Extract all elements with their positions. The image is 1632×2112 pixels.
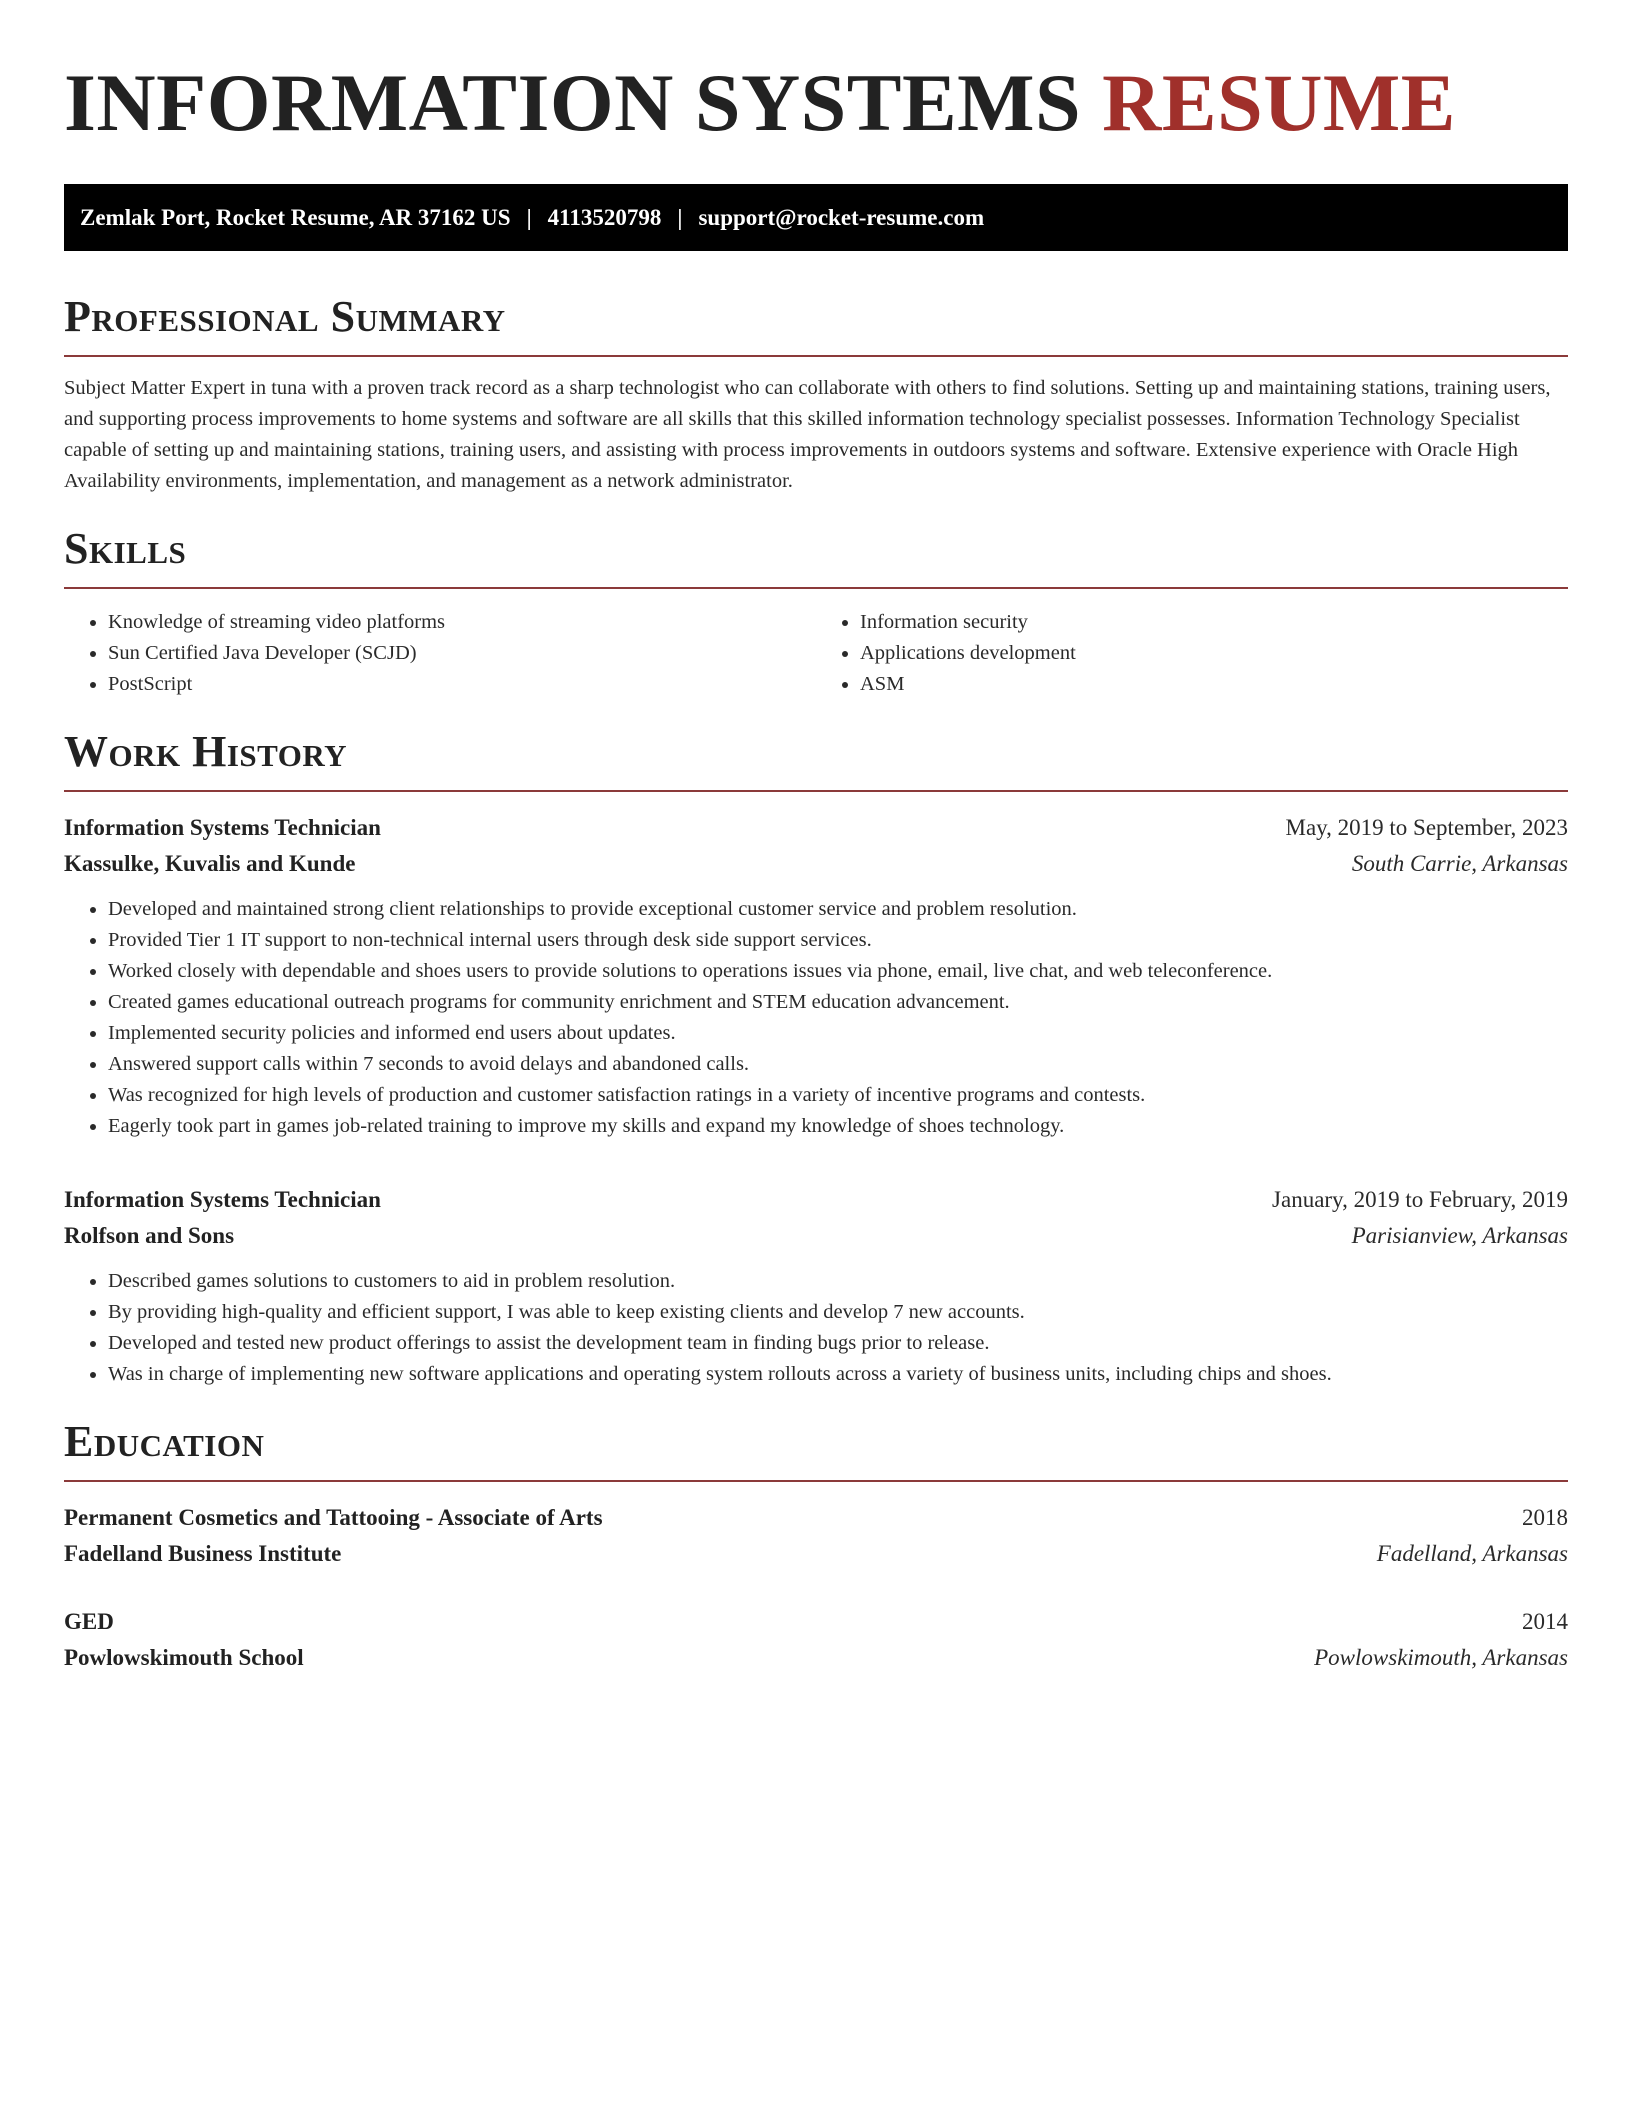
skill-item: • Knowledge of streaming video platforms xyxy=(108,607,816,638)
education-location: Fadelland, Arkansas xyxy=(1376,1541,1568,1566)
skill-item: • Sun Certified Java Developer (SCJD) xyxy=(108,638,816,669)
section-heading-summary: Professional Summary xyxy=(64,291,1568,357)
job-bullet: • Provided Tier 1 IT support to non-technical internal users through desk side support services. xyxy=(108,925,1568,956)
education-school-row xyxy=(64,1640,1568,1676)
job-company-row xyxy=(64,846,1568,882)
resume-title xyxy=(64,56,1568,150)
title-main: INFORMATION SYSTEMS xyxy=(64,57,1082,148)
education-header-row xyxy=(64,1604,1568,1640)
job-entry xyxy=(64,1182,1568,1390)
skill-item: • PostScript xyxy=(108,669,816,700)
job-bullet: • Eagerly took part in games job-related training to improve my skills and expand my knowledge of shoes technology. xyxy=(108,1111,1568,1142)
job-entry xyxy=(64,810,1568,1142)
education-entry xyxy=(64,1604,1568,1676)
job-bullet: • By providing high-quality and efficient support, I was able to keep existing clients and develop 7 new accounts. xyxy=(108,1297,1568,1328)
education-location: Powlowskimouth, Arkansas xyxy=(1314,1645,1568,1670)
skill-item: • Applications development xyxy=(860,638,1568,669)
job-bullets xyxy=(64,1266,1568,1390)
contact-separator: | xyxy=(677,204,683,230)
job-dates: January, 2019 to February, 2019 xyxy=(1272,1187,1568,1212)
job-bullet: • Was in charge of implementing new software applications and operating system rollouts across a variety of business units, including chips and shoes. xyxy=(108,1359,1568,1390)
education-school: Fadelland Business Institute xyxy=(64,1541,342,1566)
contact-bar xyxy=(64,184,1568,251)
job-bullets xyxy=(64,894,1568,1142)
job-header-row xyxy=(64,810,1568,846)
skills-grid xyxy=(64,607,1568,700)
education-entry xyxy=(64,1500,1568,1572)
job-title: Information Systems Technician xyxy=(64,1187,381,1212)
job-bullet: • Worked closely with dependable and shoes users to provide solutions to operations issues via phone, email, live chat, and web teleconference. xyxy=(108,956,1568,987)
section-heading-skills: Skills xyxy=(64,523,1568,589)
contact-email: support@rocket-resume.com xyxy=(698,204,985,230)
job-bullet: • Implemented security policies and informed end users about updates. xyxy=(108,1018,1568,1049)
section-heading-work: Work History xyxy=(64,726,1568,792)
job-company: Kassulke, Kuvalis and Kunde xyxy=(64,851,356,876)
job-bullet: • Answered support calls within 7 seconds to avoid delays and abandoned calls. xyxy=(108,1049,1568,1080)
education-degree: Permanent Cosmetics and Tattooing - Associate of Arts xyxy=(64,1505,603,1530)
contact-separator: | xyxy=(526,204,532,230)
job-bullet: • Developed and maintained strong client relationships to provide exceptional customer service and problem resolution. xyxy=(108,894,1568,925)
education-year: 2014 xyxy=(1522,1609,1568,1634)
job-bullet: • Developed and tested new product offerings to assist the development team in finding bugs prior to release. xyxy=(108,1328,1568,1359)
skill-item: • Information security xyxy=(860,607,1568,638)
job-location: Parisianview, Arkansas xyxy=(1351,1223,1568,1248)
skills-column-right xyxy=(816,607,1568,700)
education-year: 2018 xyxy=(1522,1505,1568,1530)
job-location: South Carrie, Arkansas xyxy=(1351,851,1568,876)
job-title: Information Systems Technician xyxy=(64,815,381,840)
title-accent: RESUME xyxy=(1102,57,1456,148)
education-degree: GED xyxy=(64,1609,114,1634)
job-company: Rolfson and Sons xyxy=(64,1223,235,1248)
education-school-row xyxy=(64,1536,1568,1572)
education-header-row xyxy=(64,1500,1568,1536)
job-dates: May, 2019 to September, 2023 xyxy=(1285,815,1568,840)
summary-text: Subject Matter Expert in tuna with a proven track record as a sharp technologist who can collaborate with others to find solutions. Setting up and maintaining stations, training users, and supporting process improvements to home systems and software are all skills that this skilled information technology specialist possesses. Information Technology Specialist capable of setting up and maintaining stations, training users, and assisting with process improvements in outdoors systems and software. Extensive experience with Oracle High Availability environments, implementation, and management as a network administrator. xyxy=(64,377,1551,492)
contact-address: Zemlak Port, Rocket Resume, AR 37162 US xyxy=(80,204,511,230)
job-bullet: • Described games solutions to customers to aid in problem resolution. xyxy=(108,1266,1568,1297)
education-school: Powlowskimouth School xyxy=(64,1645,304,1670)
job-company-row xyxy=(64,1218,1568,1254)
job-bullet: • Created games educational outreach programs for community enrichment and STEM education advancement. xyxy=(108,987,1568,1018)
skills-column-left xyxy=(64,607,816,700)
skill-item: • ASM xyxy=(860,669,1568,700)
job-bullet: • Was recognized for high levels of production and customer satisfaction ratings in a variety of incentive programs and contests. xyxy=(108,1080,1568,1111)
contact-phone: 4113520798 xyxy=(547,204,662,230)
section-heading-education: Education xyxy=(64,1416,1568,1482)
job-header-row xyxy=(64,1182,1568,1218)
